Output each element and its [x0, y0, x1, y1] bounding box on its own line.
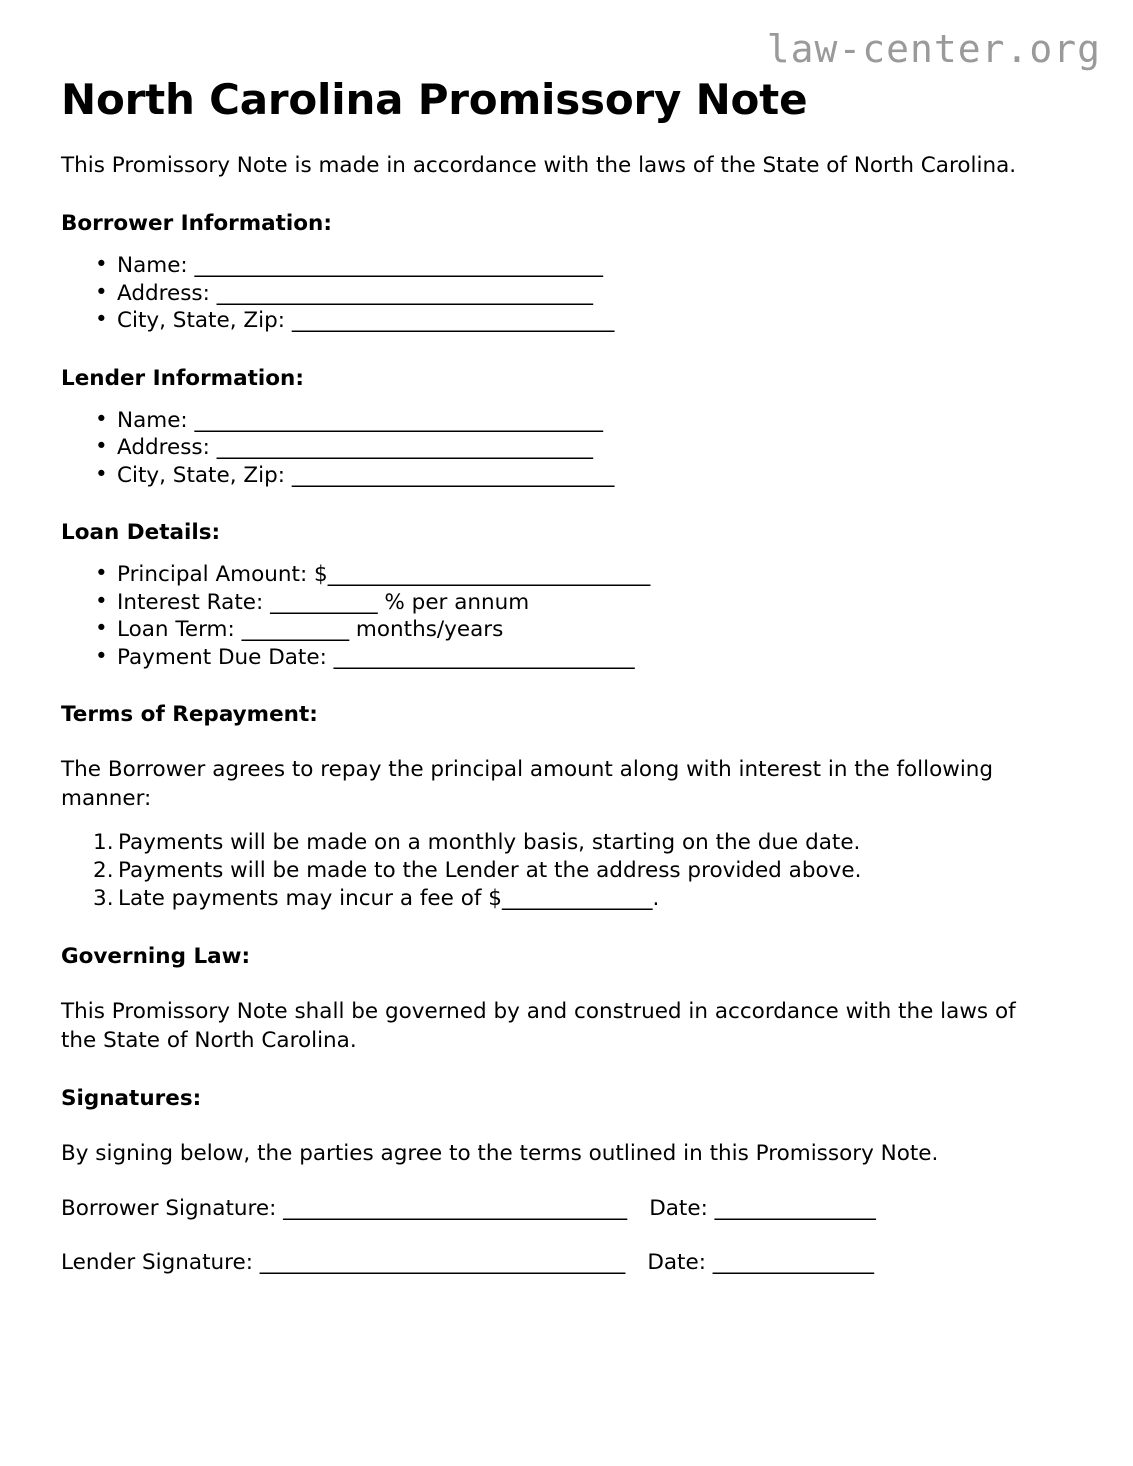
terms-of-repayment-list [61, 829, 1051, 913]
borrower-date-line[interactable]: _______________ [707, 1195, 876, 1221]
lender-date-label: Date: [647, 1249, 706, 1275]
field-blank-line[interactable]: ______________________________________ [187, 253, 604, 279]
signatures-intro-paragraph: By signing below, the parties agree to the terms outlined in this Promissory Note. [61, 1141, 939, 1167]
list-item [95, 307, 1051, 335]
field-blank-line[interactable]: __________ [263, 589, 378, 615]
section-heading-terms-of-repayment: Terms of Repayment: [61, 702, 318, 728]
field-blank-line[interactable]: ______________________________ [284, 308, 615, 334]
borrower-signature-label: Borrower Signature: [61, 1195, 277, 1221]
section-heading-governing-law: Governing Law: [61, 944, 251, 970]
field-suffix: months/years [349, 617, 504, 643]
field-label: Interest Rate: [117, 589, 264, 615]
list-item: Payments will be made on a monthly basis, starting on the due date. [118, 830, 861, 856]
loan-details-list [61, 561, 1051, 671]
lender-signature-line[interactable]: __________________________________ [252, 1249, 626, 1275]
section-heading-signatures: Signatures: [61, 1086, 202, 1112]
governing-law-paragraph: This Promissory Note shall be governed by and construed in accordance with the laws of the State of North Carolina. [61, 999, 1016, 1053]
field-blank-line[interactable]: ______________________________________ [187, 407, 604, 433]
lender-signature-label: Lender Signature: [61, 1249, 253, 1275]
field-blank-line[interactable]: ______________________________ [327, 562, 651, 588]
borrower-information-list [61, 252, 1051, 335]
section-heading-lender-information: Lender Information: [61, 365, 304, 391]
document-content [61, 76, 1051, 1277]
field-blank-line[interactable]: ____________________________ [326, 644, 635, 670]
borrower-signature-row [61, 1195, 1051, 1223]
intro-paragraph: This Promissory Note is made in accordance with the laws of the State of North Carolina. [61, 152, 1017, 178]
field-suffix: % per annum [377, 589, 530, 615]
field-blank-line[interactable]: ______________________________ [284, 462, 615, 488]
terms-intro-paragraph: The Borrower agrees to repay the principal amount along with interest in the following manner: [61, 757, 994, 811]
field-label: Name: [117, 407, 188, 433]
field-label: Address: [117, 280, 210, 306]
field-label: Payment Due Date: [117, 644, 327, 670]
list-item [95, 434, 1051, 462]
list-item [95, 644, 1051, 672]
list-item: Payments will be made to the Lender at the address provided above. [118, 858, 862, 884]
list-item [95, 561, 1051, 589]
field-label: Name: [117, 253, 188, 279]
field-blank-line[interactable]: ___________________________________ [209, 280, 593, 306]
field-label: Principal Amount: $ [117, 562, 328, 588]
field-label: Loan Term: [117, 617, 235, 643]
lender-date-line[interactable]: _______________ [705, 1249, 875, 1275]
field-label: City, State, Zip: [117, 308, 285, 334]
list-item [95, 589, 1051, 617]
field-blank-line[interactable]: __________ [234, 617, 350, 643]
section-heading-borrower-information: Borrower Information: [61, 211, 332, 237]
list-item: Late payments may incur a fee of $______________. [118, 886, 660, 912]
list-item [95, 280, 1051, 308]
lender-information-list [61, 407, 1051, 490]
list-item [95, 462, 1051, 490]
section-heading-loan-details: Loan Details: [61, 520, 221, 546]
field-label: City, State, Zip: [117, 462, 285, 488]
list-item [95, 407, 1051, 435]
site-watermark: law-center.org [766, 27, 1101, 71]
borrower-signature-line[interactable]: ________________________________ [276, 1195, 628, 1221]
list-item [95, 616, 1051, 644]
field-label: Address: [117, 435, 210, 461]
lender-signature-row [61, 1249, 1051, 1277]
list-item [95, 252, 1051, 280]
borrower-date-label: Date: [649, 1195, 708, 1221]
field-blank-line[interactable]: ___________________________________ [209, 435, 593, 461]
page-title: North Carolina Promissory Note [61, 75, 808, 124]
